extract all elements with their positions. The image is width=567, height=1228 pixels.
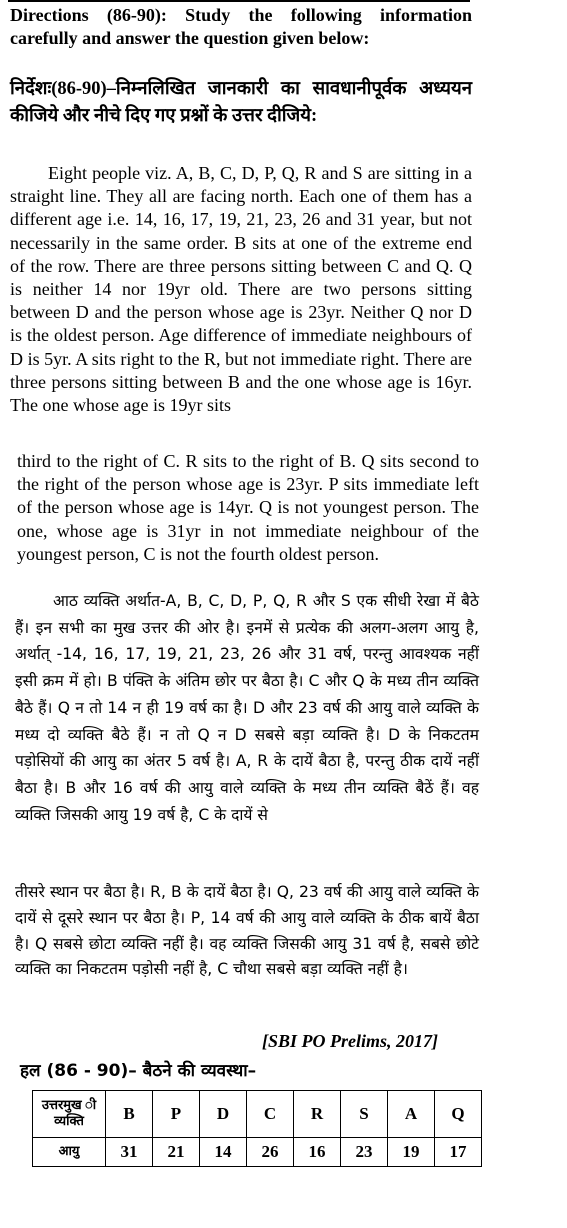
person-cell: R (294, 1091, 341, 1138)
person-cell: D (200, 1091, 247, 1138)
hindi-passage-part2: तीसरे स्थान पर बैठा है। R, B के दायें बैठा है। Q, 23 वर्ष की आयु वाले व्यक्ति के दायें से दूसरे स्थान पर बैठा है। P, 14 वर्ष की आयु वाले व्यक्ति के ठीक बायें बैठा है। Q सबसे छोटा व्यक्ति नहीं है। वह व्यक्ति जिसकी आयु 31 वर्ष है, सबसे छोटे व्यक्ति का निकटतम पड़ोसी नहीं है, C चौथा सबसे बड़ा व्यक्ति नहीं है। (15, 883, 479, 979)
top-rule (8, 0, 470, 2)
row-header-age: आयु (33, 1138, 106, 1167)
table-row-persons (33, 1091, 482, 1138)
person-cell: B (106, 1091, 153, 1138)
person-cell: A (388, 1091, 435, 1138)
age-cell: 14 (200, 1138, 247, 1167)
age-cell: 17 (435, 1138, 482, 1167)
age-cell: 26 (247, 1138, 294, 1167)
solution-title: हल (86 - 90)– बैठने की व्यवस्था– (20, 1061, 257, 1081)
table-row-ages (33, 1138, 482, 1167)
directions-english: Directions (86-90): Study the following information carefully and answer the question given below: (10, 5, 472, 49)
age-cell: 21 (153, 1138, 200, 1167)
age-cell: 16 (294, 1138, 341, 1167)
person-cell: Q (435, 1091, 482, 1138)
hindi-passage-part1: आठ व्यक्ति अर्थात-A, B, C, D, P, Q, R और S एक सीधी रेखा में बैठे हैं। इन सभी का मुख उत्तर की ओर है। इनमें से प्रत्येक की अलग-अलग आयु है, अर्थात् -14, 16, 17, 19, 21, 23, 26 और 31 वर्ष, परन्तु आवश्यक नहीं इसी क्रम में हो। B पंक्ति के अंतिम छोर पर बैठा है। C और Q के मध्य तीन व्यक्ति बैठे हैं। Q न तो 14 न ही 19 वर्ष का है। D और 23 वर्ष की आयु वाले व्यक्ति के मध्य दो व्यक्ति बैठे हैं। न तो Q न D सबसे बड़ा व्यक्ति है। D के निकटतम पड़ोसियों की आयु का अंतर 5 वर्ष है। A, R के दायें बैठा है, परन्तु ठीक दायें नहीं बैठा है। B और 16 वर्ष की आयु वाले व्यक्ति के मध्य तीन व्यक्ति बैठें हैं। वह व्यक्ति जिसकी आयु 19 वर्ष है, C के दायें से (15, 592, 479, 824)
person-cell: C (247, 1091, 294, 1138)
age-cell: 19 (388, 1138, 435, 1167)
source-citation: [SBI PO Prelims, 2017] (262, 1031, 439, 1051)
row-header-persons: उत्तरमुख ी व्यक्ति (33, 1091, 106, 1138)
seating-arrangement-table (32, 1090, 482, 1167)
age-cell: 31 (106, 1138, 153, 1167)
person-cell: S (341, 1091, 388, 1138)
english-passage-part2: third to the right of C. R sits to the right of B. Q sits second to the right of the person whose age is 23yr. P sits immediate left of the person whose age is 14yr. Q is not youngest person. The one, whose age is 31yr in not immediate neighbour of the youngest person, C is not the fourth oldest person. (17, 451, 479, 564)
english-passage-part1: Eight people viz. A, B, C, D, P, Q, R and S are sitting in a straight line. They all are facing north. Each one of them has a different age i.e. 14, 16, 17, 19, 21, 23, 26 and 31 year, but not necessarily in the same order. B sits at one of the extreme end of the row. There are three persons sitting between C and Q. Q is neither 14 nor 19yr old. There are two persons sitting between D and the person whose age is 23yr. Neither Q nor D is the oldest person. Age difference of immediate neighbours of D is 5yr. A sits right to the R, but not immediate right. There are three persons sitting between B and the one whose age is 16yr. The one whose age is 19yr sits (10, 163, 472, 416)
person-cell: P (153, 1091, 200, 1138)
age-cell: 23 (341, 1138, 388, 1167)
directions-hindi: निर्देशः(86-90)–निम्नलिखित जानकारी का सावधानीपूर्वक अध्ययन कीजिये और नीचे दिए गए प्रश्नों के उत्तर दीजिये: (10, 79, 472, 126)
